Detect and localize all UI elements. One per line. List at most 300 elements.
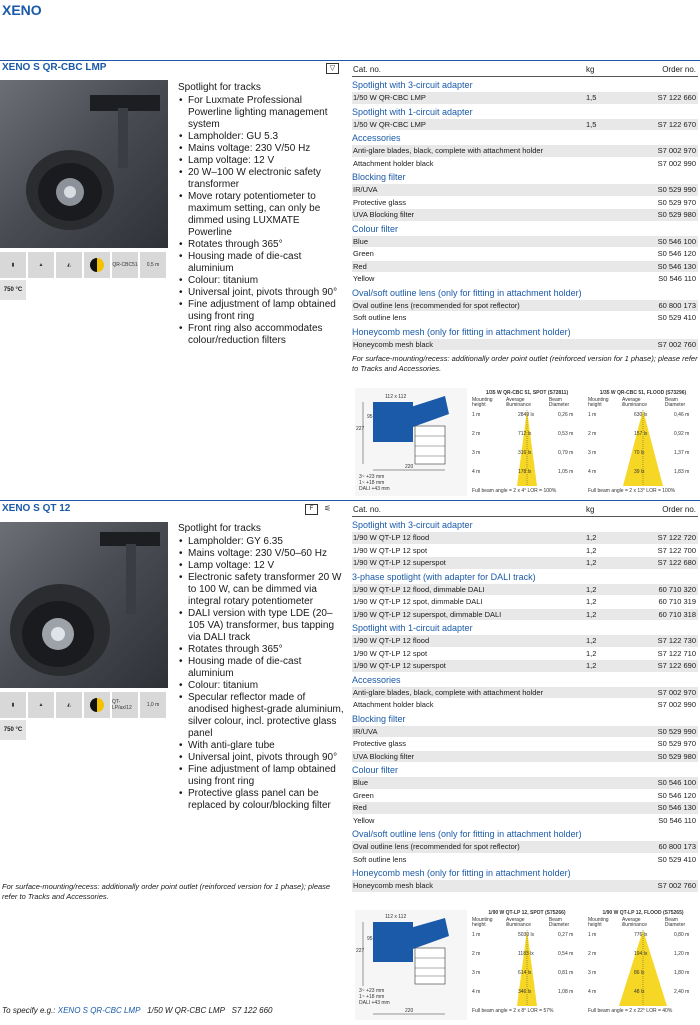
bullet-item: • Lampholder: GY 6.35 xyxy=(178,536,348,548)
row-weight: 1,2 xyxy=(586,545,597,555)
row-weight xyxy=(572,687,632,699)
section-title: XENO S QT 12 xyxy=(2,503,71,514)
dim-3phase: 3~ +23 mm xyxy=(359,988,385,994)
photometric-flood xyxy=(588,390,698,498)
beam-diameter: 0,79 m xyxy=(558,450,574,456)
row-description: IR/UVA xyxy=(353,726,378,736)
polar-head: Beam Diameter xyxy=(664,397,686,408)
table-row xyxy=(352,738,698,751)
row-order-no: S0 529 970 xyxy=(657,197,696,207)
col-order: Order no. xyxy=(662,505,696,514)
row-weight: 1,2 xyxy=(586,533,597,542)
row-order-no: S0 546 120 xyxy=(657,249,696,258)
illuminance: 712 lx xyxy=(518,431,532,437)
row-order-no: 60 800 173 xyxy=(658,300,696,310)
bullet-item: • For Luxmate Professional Powerline lighting management system xyxy=(178,95,346,131)
mark-icon: ▽ xyxy=(326,63,339,74)
beam-diameter: 1,83 m xyxy=(674,469,690,475)
row-weight xyxy=(572,699,632,711)
beam-diameter: 0,92 m xyxy=(674,431,690,437)
polar-title: 1/35 W QR-CBC 51, SPOT (S72811) xyxy=(485,390,569,396)
group-header: Blocking filter xyxy=(352,713,406,724)
row-description: Attachment holder black xyxy=(353,700,434,709)
polar-head: Average illuminance xyxy=(621,397,647,408)
row-order-no: S7 122 710 xyxy=(657,648,696,658)
dim-1phase: 1~ +18 mm xyxy=(359,994,385,1000)
beam-diameter: 0,53 m xyxy=(558,431,574,437)
illuminance: 39 lx xyxy=(634,469,645,475)
table-row xyxy=(352,699,698,712)
illuminance: 194 lx xyxy=(634,951,648,957)
table-row xyxy=(352,145,698,158)
mounting-note: For surface-mounting/recess: additionally order point outlet (reinforced version for 1 phase); please refer to Tracks and Accessories. xyxy=(2,882,331,901)
group-header: Oval/soft outline lens (only for fitting in attachment holder) xyxy=(352,287,582,298)
row-order-no: S0 529 410 xyxy=(657,854,696,864)
bullet-item: • Fine adjustment of lamp obtained using front ring xyxy=(178,299,346,323)
table-row xyxy=(352,751,698,764)
col-order: Order no. xyxy=(662,65,696,74)
table-row xyxy=(352,236,698,249)
illuminance: 2849 lx xyxy=(518,412,535,418)
table-row xyxy=(352,557,698,570)
row-order-no: S7 122 720 xyxy=(657,533,696,542)
row-weight xyxy=(572,236,632,248)
group-header: Spotlight with 3-circuit adapter xyxy=(352,80,473,90)
table-row xyxy=(352,184,698,197)
row-description: Protective glass xyxy=(353,197,406,207)
illuminance: 48 lx xyxy=(634,989,645,995)
row-order-no: S0 546 130 xyxy=(657,261,696,271)
description-title: Spotlight for tracks xyxy=(178,82,261,93)
row-weight xyxy=(572,815,632,827)
bullet-item: • Specular reflector made of anodised highest-grade aluminium, silver colour, incl. protective glass panel xyxy=(178,692,348,740)
beam-diameter: 1,80 m xyxy=(674,970,690,976)
row-description: 1/90 W QT-LP 12 flood xyxy=(353,533,430,542)
table-row xyxy=(352,687,698,700)
symbol-strip xyxy=(0,252,166,278)
row-order-no: S7 002 760 xyxy=(657,339,696,349)
row-order-no: 60 800 173 xyxy=(658,842,696,851)
section-title: XENO S QR-CBC LMP xyxy=(2,62,107,73)
bullet-item: • Colour: titanium xyxy=(178,275,346,287)
bullet-list xyxy=(178,95,346,347)
polar-title: 1/90 W QT-LP 12, FLOOD (S75265) xyxy=(602,910,684,916)
row-order-no: 60 710 318 xyxy=(658,609,696,619)
row-description: Soft outline lens xyxy=(353,313,407,322)
lamp-label-icon: QT-LP/ax/12 xyxy=(112,692,138,718)
dim-dali: DALI +43 mm xyxy=(359,1000,390,1006)
row-weight: 1,5 xyxy=(586,93,597,102)
row-weight xyxy=(572,726,632,738)
row-order-no: S0 529 410 xyxy=(657,313,696,322)
bullet-item: • Electronic safety transformer 20 W to 100 W, can be dimmed via integral rotary potentiometer xyxy=(178,572,348,608)
polar-head: Beam Diameter xyxy=(664,917,686,928)
row-order-no: S7 122 690 xyxy=(657,661,696,670)
table-row xyxy=(352,609,698,622)
dim-3phase: 3~ +23 mm xyxy=(359,474,385,480)
dim-dali: DALI +43 mm xyxy=(359,486,390,492)
mount-height: 1 m xyxy=(588,412,597,418)
dim-side: 227 xyxy=(356,948,365,954)
mount-height: 4 m xyxy=(588,989,597,995)
row-order-no: S0 529 980 xyxy=(657,210,696,219)
row-order-no: S7 002 970 xyxy=(657,687,696,697)
dimension-diagram xyxy=(355,910,467,1020)
table-row xyxy=(352,158,698,171)
dim-side: 227 xyxy=(356,426,365,432)
bullet-item: • Lamp voltage: 12 V xyxy=(178,155,346,167)
table-row xyxy=(352,777,698,790)
row-order-no: S7 002 970 xyxy=(657,146,696,155)
table-row xyxy=(352,248,698,261)
row-weight xyxy=(572,261,632,273)
lamp-label-icon: QR-CBC51 xyxy=(112,252,138,278)
beam-diameter: 0,27 m xyxy=(558,932,574,938)
polar-head: Average illuminance xyxy=(505,917,531,928)
illuminance: 316 lx xyxy=(518,450,532,456)
row-order-no: S0 529 980 xyxy=(657,751,696,761)
temperature-badge: 750 °C xyxy=(0,280,26,300)
dim-top: 112 x 112 xyxy=(385,914,407,920)
mount-height: 3 m xyxy=(472,970,481,976)
class-mark-icon: ⚟ xyxy=(324,504,332,513)
row-order-no: S0 546 110 xyxy=(658,815,696,825)
section-divider xyxy=(0,500,700,501)
row-description: Attachment holder black xyxy=(353,158,434,168)
mount-height: 2 m xyxy=(472,951,481,957)
polar-head: Average illuminance xyxy=(505,397,531,408)
row-order-no: S0 529 990 xyxy=(657,726,696,736)
row-weight xyxy=(572,790,632,802)
row-weight xyxy=(572,802,632,814)
beam-diameter: 0,54 m xyxy=(558,951,574,957)
row-weight xyxy=(572,339,632,351)
table-row xyxy=(352,726,698,739)
illuminance: 157 lx xyxy=(634,431,648,437)
temperature-badge: 750 °C xyxy=(0,720,26,740)
table-row xyxy=(352,790,698,803)
photometric-spot xyxy=(472,910,582,1020)
specify-line xyxy=(2,1006,273,1015)
table-row xyxy=(352,197,698,210)
beam-wide-icon: ◭ xyxy=(56,252,82,278)
row-weight: 1,2 xyxy=(586,636,597,645)
row-weight: 1,2 xyxy=(586,584,597,594)
row-weight: 1,5 xyxy=(586,119,597,129)
row-weight xyxy=(572,777,632,789)
row-description: Soft outline lens xyxy=(353,854,407,864)
table-row xyxy=(352,596,698,609)
table-row xyxy=(352,802,698,815)
distance-icon: 1,0 m xyxy=(140,692,166,718)
mount-height: 3 m xyxy=(472,450,481,456)
mount-height: 2 m xyxy=(588,951,597,957)
specify-item: 1/50 W QR-CBC LMP xyxy=(147,1006,225,1015)
row-weight: 1,2 xyxy=(586,558,597,567)
beam-medium-icon: ▲ xyxy=(28,692,54,718)
bullet-item: • 20 W–100 W electronic safety transformer xyxy=(178,167,346,191)
lamp-type-icon xyxy=(84,692,110,718)
group-header: 3-phase spotlight (with adapter for DALI track) xyxy=(352,571,536,582)
row-weight xyxy=(572,751,632,763)
row-description: 1/90 W QT-LP 12 superspot xyxy=(353,661,446,670)
mount-height: 1 m xyxy=(472,932,481,938)
row-weight: 1,2 xyxy=(586,661,597,670)
table-row xyxy=(352,261,698,274)
polar-head: Mounting height xyxy=(472,917,493,928)
polar-foot: Full beam angle = 2 x 4° LOR = 100% xyxy=(472,488,557,494)
table-row xyxy=(352,635,698,648)
group-header: Honeycomb mesh (only for fitting in attachment holder) xyxy=(352,868,571,878)
row-description: Anti-glare blades, black, complete with attachment holder xyxy=(353,146,544,155)
group-header: Colour filter xyxy=(352,223,399,234)
row-order-no: S7 122 670 xyxy=(657,119,696,129)
beam-diameter: 1,08 m xyxy=(558,989,574,995)
beam-medium-icon: ▲ xyxy=(28,252,54,278)
mount-height: 2 m xyxy=(588,431,597,437)
row-weight xyxy=(572,312,632,324)
polar-head: Beam Diameter xyxy=(548,917,570,928)
row-description: Anti-glare blades, black, complete with attachment holder xyxy=(353,687,544,697)
group-header: Spotlight with 1-circuit adapter xyxy=(352,106,473,117)
polar-head: Mounting height xyxy=(588,397,609,408)
dim-1phase: 1~ +18 mm xyxy=(359,480,385,486)
bullet-item: • Mains voltage: 230 V/50 Hz xyxy=(178,143,346,155)
row-order-no: S7 122 730 xyxy=(657,636,696,645)
mount-height: 1 m xyxy=(472,412,481,418)
polar-title: 1/90 W QT-LP 12, SPOT (S75266) xyxy=(488,910,566,916)
row-description: Protective glass xyxy=(353,739,406,748)
mount-height: 2 m xyxy=(472,431,481,437)
table-row xyxy=(352,92,698,105)
group-header: Accessories xyxy=(352,133,401,143)
beam-narrow-icon: ▮ xyxy=(0,692,26,718)
row-weight xyxy=(572,184,632,196)
row-weight: 1,2 xyxy=(586,597,597,606)
row-order-no: S7 122 660 xyxy=(657,93,696,102)
group-header: Spotlight with 1-circuit adapter xyxy=(352,623,473,633)
illuminance: 5030 lx xyxy=(518,932,535,938)
description-title: Spotlight for tracks xyxy=(178,523,261,534)
photometric-flood xyxy=(588,910,698,1020)
beam-diameter: 1,37 m xyxy=(674,450,690,456)
row-description: Blue xyxy=(353,236,369,246)
polar-foot: Full beam angle = 2 x 8° LOR = 57% xyxy=(472,1008,554,1014)
row-weight: 1,2 xyxy=(586,609,597,619)
illuminance: 776 lx xyxy=(634,932,648,938)
illuminance: 630 lx xyxy=(634,412,648,418)
specify-product-link[interactable]: XENO S QR-CBC LMP xyxy=(57,1006,141,1015)
bullet-item: • Rotates through 365° xyxy=(178,239,346,251)
row-order-no: 60 710 320 xyxy=(658,584,696,594)
symbol-strip xyxy=(0,692,166,718)
row-description: Oval outline lens (recommended for spot reflector) xyxy=(353,300,520,310)
bullet-item: • With anti-glare tube xyxy=(178,740,348,752)
table-row xyxy=(352,119,698,132)
product-image xyxy=(0,522,168,688)
row-weight xyxy=(572,273,632,285)
beam-diameter: 1,20 m xyxy=(674,951,690,957)
row-order-no: S0 529 990 xyxy=(657,185,696,194)
col-kg: kg xyxy=(586,65,595,74)
order-table xyxy=(352,64,698,374)
description xyxy=(178,523,348,812)
beam-diameter: 2,40 m xyxy=(674,989,690,995)
polar-head: Average illuminance xyxy=(621,917,647,928)
row-description: Red xyxy=(353,803,367,812)
bullet-item: • Universal joint, pivots through 90° xyxy=(178,287,346,299)
specify-order: S7 122 660 xyxy=(231,1006,273,1015)
row-order-no: 60 710 319 xyxy=(658,597,696,606)
row-order-no: S7 122 680 xyxy=(657,558,696,567)
beam-wide-icon: ◭ xyxy=(56,692,82,718)
table-row xyxy=(352,209,698,222)
row-description: Green xyxy=(353,790,374,800)
table-row xyxy=(352,841,698,854)
lamp-type-icon xyxy=(84,252,110,278)
polar-head: Beam Diameter xyxy=(548,397,570,408)
bullet-item: • Universal joint, pivots through 90° xyxy=(178,752,348,764)
row-description: Yellow xyxy=(353,815,375,825)
row-description: Red xyxy=(353,261,367,271)
bullet-item: • Housing made of die-cast aluminium xyxy=(178,656,348,680)
row-description: UVA Blocking filter xyxy=(353,751,415,761)
mount-height: 3 m xyxy=(588,450,597,456)
bullet-item: • Rotates through 365° xyxy=(178,644,348,656)
group-header: Accessories xyxy=(352,674,401,685)
bullet-item: • Colour: titanium xyxy=(178,680,348,692)
row-weight xyxy=(572,197,632,209)
dim-bottom: 220 xyxy=(405,1008,414,1014)
row-order-no: S7 122 700 xyxy=(657,545,696,555)
row-weight xyxy=(572,880,632,892)
dim-side2: 95 xyxy=(367,936,373,942)
table-row xyxy=(352,339,698,352)
polar-foot: Full beam angle = 2 x 13° LOR = 100% xyxy=(588,488,676,494)
row-order-no: S0 546 100 xyxy=(657,778,696,787)
polar-foot: Full beam angle = 2 x 22° LOR = 40% xyxy=(588,1008,673,1014)
bullet-item: • Housing made of die-cast aluminium xyxy=(178,251,346,275)
polar-title: 1/35 W QR-CBC 51, FLOOD (S73296) xyxy=(599,390,687,396)
product-image xyxy=(0,80,168,248)
col-kg: kg xyxy=(586,505,595,514)
group-header: Blocking filter xyxy=(352,172,406,182)
bullet-item: • Protective glass panel can be replaced by colour/blocking filter xyxy=(178,788,348,812)
dimension-diagram xyxy=(355,388,467,496)
table-row xyxy=(352,545,698,558)
illuminance: 614 lx xyxy=(518,970,532,976)
mount-height: 4 m xyxy=(472,989,481,995)
table-row xyxy=(352,300,698,313)
row-description: 1/90 W QT-LP 12 superspot, dimmable DALI xyxy=(353,609,502,619)
row-description: Honeycomb mesh black xyxy=(353,881,434,890)
mount-height: 4 m xyxy=(472,469,481,475)
row-order-no: S0 546 130 xyxy=(657,803,696,812)
bullet-list xyxy=(178,536,348,812)
row-weight xyxy=(572,145,632,157)
table-row xyxy=(352,854,698,867)
row-weight xyxy=(572,841,632,853)
row-order-no: S7 002 760 xyxy=(657,881,696,890)
description xyxy=(178,82,346,347)
table-row xyxy=(352,273,698,286)
mount-height: 3 m xyxy=(588,970,597,976)
row-weight xyxy=(572,854,632,866)
group-header: Colour filter xyxy=(352,765,399,775)
distance-icon: 0,5 m xyxy=(140,252,166,278)
table-row xyxy=(352,584,698,597)
mount-height: 4 m xyxy=(588,469,597,475)
beam-diameter: 0,26 m xyxy=(558,412,574,418)
mount-height: 1 m xyxy=(588,932,597,938)
row-weight: 1,2 xyxy=(586,648,597,658)
row-description: UVA Blocking filter xyxy=(353,210,415,219)
row-order-no: S0 546 110 xyxy=(658,274,696,283)
row-order-no: S0 546 120 xyxy=(657,790,696,800)
group-header: Oval/soft outline lens (only for fitting in attachment holder) xyxy=(352,829,582,839)
row-description: 1/50 W QR-CBC LMP xyxy=(353,93,426,102)
bullet-item: • DALI version with type LDE (20–105 VA) transformer, bus tapping via DALI track xyxy=(178,608,348,644)
beam-diameter: 0,46 m xyxy=(674,412,690,418)
bullet-item: • Lampholder: GU 5.3 xyxy=(178,131,346,143)
bullet-item: • Mains voltage: 230 V/50–60 Hz xyxy=(178,548,348,560)
row-description: 1/90 W QT-LP 12 flood xyxy=(353,636,430,645)
photometric-spot xyxy=(472,390,582,498)
table-row xyxy=(352,815,698,828)
row-description: IR/UVA xyxy=(353,185,378,194)
row-order-no: S7 002 990 xyxy=(657,158,696,168)
specify-label: To specify e.g.: xyxy=(2,1006,56,1015)
row-description: 1/90 W QT-LP 12 flood, dimmable DALI xyxy=(353,584,485,594)
row-description: 1/90 W QT-LP 12 superspot xyxy=(353,558,446,567)
col-cat: Cat. no. xyxy=(353,65,382,74)
row-description: 1/90 W QT-LP 12 spot xyxy=(353,545,428,555)
row-description: Blue xyxy=(353,778,369,787)
group-header: Spotlight with 3-circuit adapter xyxy=(352,520,473,530)
row-description: Honeycomb mesh black xyxy=(353,339,434,349)
dim-bottom: 220 xyxy=(405,464,414,470)
beam-narrow-icon: ▮ xyxy=(0,252,26,278)
dim-top: 112 x 112 xyxy=(385,394,407,400)
mounting-note: For surface-mounting/recess: additionally order point outlet (reinforced version for 1 phase); please refer to Tracks and Accessories. xyxy=(352,354,698,373)
polar-head: Mounting height xyxy=(588,917,609,928)
row-order-no: S0 546 100 xyxy=(657,236,696,246)
beam-diameter: 0,81 m xyxy=(558,970,574,976)
row-description: 1/90 W QT-LP 12 spot, dimmable DALI xyxy=(353,597,483,606)
order-table xyxy=(352,504,698,893)
row-weight xyxy=(572,209,632,221)
beam-diameter: 1,05 m xyxy=(558,469,574,475)
row-description: Green xyxy=(353,249,374,258)
row-weight xyxy=(572,158,632,170)
group-header: Honeycomb mesh (only for fitting in attachment holder) xyxy=(352,326,571,337)
page-title: XENO xyxy=(2,2,42,18)
section-divider xyxy=(0,60,700,61)
bullet-item: • Lamp voltage: 12 V xyxy=(178,560,348,572)
row-description: 1/90 W QT-LP 12 spot xyxy=(353,648,428,658)
table-row xyxy=(352,880,698,893)
illuminance: 86 lx xyxy=(634,970,645,976)
polar-head: Mounting height xyxy=(472,397,493,408)
row-weight xyxy=(572,738,632,750)
table-row xyxy=(352,312,698,325)
bullet-item: • Front ring also accommodates colour/reduction filters xyxy=(178,323,346,347)
row-weight xyxy=(572,300,632,312)
row-description: Oval outline lens (recommended for spot reflector) xyxy=(353,842,520,851)
f-mark-icon: F xyxy=(305,504,318,515)
illuminance: 1183 lx xyxy=(518,951,534,957)
row-weight xyxy=(572,248,632,260)
